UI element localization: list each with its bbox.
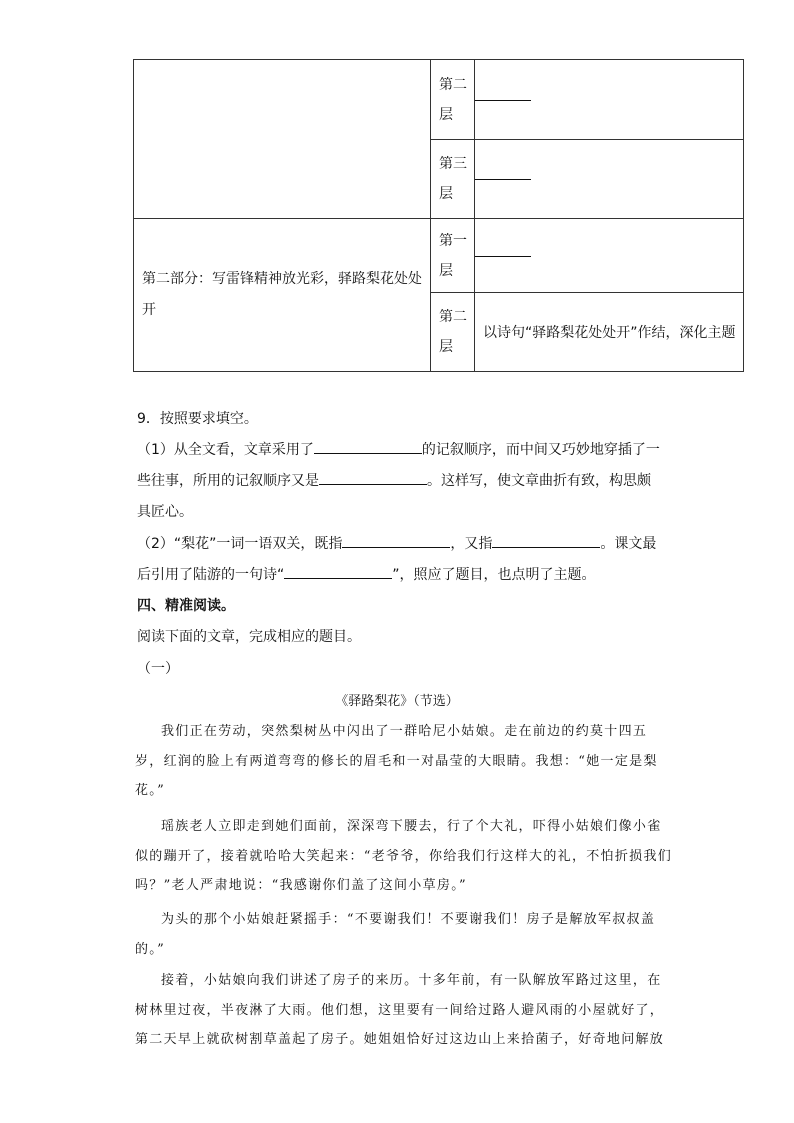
q-text: （2）“梨花”一词一语双关，既指 — [137, 536, 343, 552]
answer-blank[interactable] — [284, 564, 392, 579]
reading-paragraph — [135, 812, 673, 901]
content-cell — [475, 293, 744, 372]
answer-blank-cell[interactable] — [475, 60, 744, 140]
answer-blank-cell[interactable] — [475, 140, 744, 219]
layer-label: 第二 — [439, 76, 467, 93]
reading-line: 第二天早上就砍树割草盖起了房子。她姐姐恰好过这边山上来拾菌子，好奇地问解放 — [135, 1032, 665, 1047]
q-text: 具匠心。 — [137, 504, 193, 520]
layer-cell — [431, 219, 475, 293]
reading-line: 岁，红润的脸上有两道弯弯的修长的眉毛和一对晶莹的大眼睛。我想：“她一定是梨 — [135, 753, 658, 769]
reading-line: 树林里过夜，半夜淋了大雨。他们想，这里要有一间给过路人避风雨的小屋就好了， — [135, 1002, 665, 1018]
layer-label: 层 — [439, 339, 453, 355]
answer-blank[interactable] — [342, 533, 450, 548]
layer-label: 层 — [439, 262, 453, 279]
layer-cell — [431, 140, 475, 219]
layer-label: 第二 — [439, 309, 467, 325]
q-text: 后引用了陆游的一句诗“ — [137, 567, 285, 583]
answer-blank[interactable] — [492, 533, 600, 548]
reading-paragraph — [135, 717, 659, 806]
part-text: 第二部分：写雷锋精神放光彩，驿路梨花处处 — [142, 271, 422, 287]
answer-blank[interactable] — [319, 470, 427, 485]
outline-table — [133, 59, 744, 372]
reading-line: 似的蹦开了，接着就哈哈大笑起来：“老爷爷，你给我们行这样大的礼，不怕折损我们 — [135, 848, 673, 864]
part-cell — [134, 219, 431, 372]
layer-label: 层 — [439, 186, 453, 202]
layer-label: 第一 — [439, 232, 467, 249]
answer-blank-cell[interactable] — [475, 219, 744, 293]
reading-line: 瑶族老人立即走到她们面前，深深弯下腰去，行了个大礼，吓得小姑娘们像小雀 — [161, 819, 662, 834]
question-9-part1 — [137, 435, 677, 528]
section-heading: 四、精准阅读。 — [137, 598, 235, 614]
layer-label: 层 — [439, 106, 453, 123]
reading-paragraph — [135, 905, 659, 964]
question-9-title: 9．按照要求填空。 — [137, 411, 258, 427]
reading-line: 吗？”老人严肃地说：“我感谢你们盖了这间小草房。” — [135, 878, 467, 893]
answer-blank[interactable] — [475, 99, 531, 101]
section-instruction: 阅读下面的文章，完成相应的题目。 — [137, 629, 361, 645]
question-9-part2 — [137, 529, 677, 591]
q-text: 。课文最 — [600, 536, 657, 552]
section-subheading: （一） — [137, 661, 179, 677]
reading-line: 接着，小姑娘向我们讲述了房子的来历。十多年前，有一队解放军路过这里，在 — [161, 973, 662, 988]
reading-line: 花。” — [135, 783, 166, 798]
q-text: 的记叙顺序，而中间又巧妙地穿插了一 — [421, 442, 660, 458]
part-text: 开 — [142, 302, 156, 318]
answer-blank[interactable] — [475, 255, 531, 257]
q-text: 些往事，所用的记叙顺序又是 — [137, 473, 319, 489]
part-cell-empty — [134, 60, 431, 219]
answer-blank[interactable] — [314, 439, 422, 454]
q-text: 。这样写，使文章曲折有致，构思颇 — [427, 473, 651, 489]
reading-line: 为头的那个小姑娘赶紧摇手：“不要谢我们！不要谢我们！房子是解放军叔叔盖 — [161, 912, 656, 927]
layer-cell — [431, 60, 475, 140]
q-text: （1）从全文看，文章采用了 — [137, 442, 314, 458]
layer-label: 第三 — [439, 156, 467, 172]
table-row — [134, 60, 744, 140]
reading-line: 我们正在劳动，突然梨树丛中闪出了一群哈尼小姑娘。走在前边的约莫十四五 — [161, 724, 648, 739]
q-text: ”，照应了题目，也点明了主题。 — [392, 567, 596, 583]
layer-content: 以诗句“驿路梨花处处开”作结，深化主题 — [483, 325, 736, 341]
reading-paragraph — [135, 966, 665, 1055]
q-text: ，又指 — [450, 536, 493, 552]
reading-line: 的。” — [135, 941, 166, 957]
layer-cell — [431, 293, 475, 372]
reading-title: 《驿路梨花》（节选） — [335, 694, 459, 709]
table-row — [134, 219, 744, 293]
answer-blank[interactable] — [475, 178, 531, 180]
